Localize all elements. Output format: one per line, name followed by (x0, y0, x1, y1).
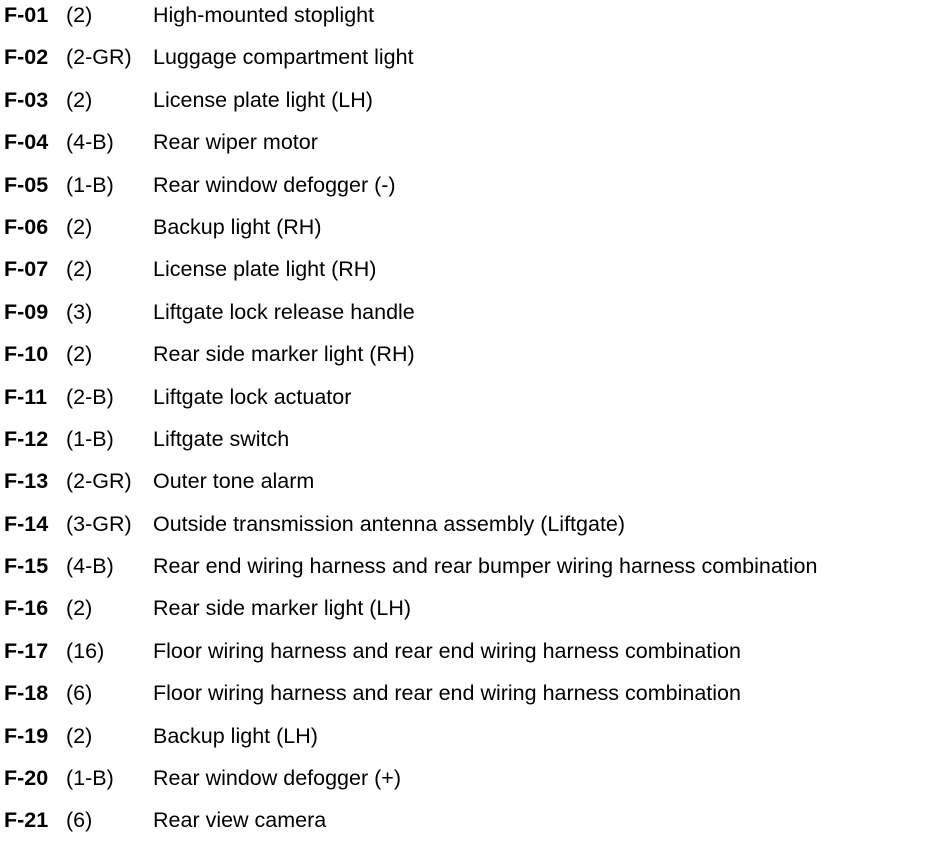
connector-pin-count: (2) (66, 3, 93, 27)
connector-description: Outside transmission antenna assembly (Liftgate) (153, 511, 626, 536)
connector-code: F-06 (4, 214, 49, 239)
connector-pin-count: (2-GR) (66, 45, 132, 70)
connector-code: F-09 (4, 299, 49, 324)
connector-row (4, 678, 817, 720)
connector-row (4, 339, 817, 381)
connector-row (4, 466, 817, 508)
connector-row (4, 127, 817, 169)
connector-description: Luggage compartment light (153, 45, 414, 70)
connector-description: Floor wiring harness and rear end wiring harness combination (153, 638, 741, 663)
connector-description: Rear side marker light (RH) (153, 342, 415, 367)
connector-description: License plate light (LH) (153, 87, 373, 112)
connector-pin-count: (6) (66, 681, 93, 706)
connector-code: F-11 (4, 384, 48, 409)
connector-row (4, 85, 817, 127)
connector-description: Liftgate lock release handle (153, 299, 415, 324)
connector-pin-count: (2) (66, 596, 93, 621)
connector-row (4, 254, 817, 296)
connector-code: F-17 (4, 638, 49, 663)
connector-code: F-02 (4, 45, 49, 70)
connector-pin-count: (2) (66, 257, 93, 282)
connector-pin-count: (1-B) (66, 426, 114, 451)
connector-pin-count: (2) (66, 214, 93, 239)
connector-pin-count: (3) (66, 299, 93, 324)
connector-code: F-07 (4, 257, 49, 282)
connector-code: F-03 (4, 87, 49, 112)
connector-row (4, 721, 817, 763)
connector-description: Liftgate lock actuator (153, 384, 352, 409)
connector-row (4, 551, 817, 593)
connector-code: F-05 (4, 172, 49, 197)
connector-row (4, 805, 817, 847)
connector-description: Rear view camera (153, 808, 327, 833)
connector-pin-count: (16) (66, 638, 105, 663)
connector-description: Rear window defogger (+) (153, 766, 401, 791)
connector-pin-count: (6) (66, 808, 93, 833)
connector-description: Backup light (LH) (153, 723, 318, 748)
connector-code: F-14 (4, 511, 49, 536)
connector-description: Floor wiring harness and rear end wiring harness combination (153, 681, 741, 706)
connector-code: F-10 (4, 342, 49, 367)
connector-description: Backup light (RH) (153, 214, 322, 239)
connector-row (4, 0, 817, 42)
connector-code: F-18 (4, 681, 49, 706)
connector-code: F-20 (4, 766, 49, 791)
connector-row (4, 509, 817, 551)
connector-code: F-13 (4, 469, 49, 494)
connector-pin-count: (2) (66, 342, 93, 367)
connector-description: High-mounted stoplight (153, 3, 375, 27)
connector-code: F-16 (4, 596, 49, 621)
connector-row (4, 382, 817, 424)
connector-row (4, 593, 817, 635)
connector-pin-count: (1-B) (66, 766, 114, 791)
connector-description: Rear end wiring harness and rear bumper wiring harness combination (153, 554, 818, 579)
connector-row (4, 170, 817, 212)
connector-code: F-19 (4, 723, 49, 748)
connector-description: License plate light (RH) (153, 257, 377, 282)
connector-pin-count: (4-B) (66, 130, 114, 155)
connector-code: F-15 (4, 554, 49, 579)
connector-pin-count: (3-GR) (66, 511, 132, 536)
connector-pin-count: (2) (66, 723, 93, 748)
connector-code: F-12 (4, 426, 49, 451)
connector-description: Outer tone alarm (153, 469, 315, 494)
connector-description: Rear wiper motor (153, 130, 318, 155)
connector-row (4, 636, 817, 678)
connector-description: Liftgate switch (153, 426, 290, 451)
connector-pin-count: (2) (66, 87, 93, 112)
connector-row (4, 763, 817, 805)
connector-code: F-21 (4, 808, 49, 833)
connector-code: F-01 (4, 3, 49, 27)
connector-legend (4, 0, 817, 848)
connector-pin-count: (2-GR) (66, 469, 132, 494)
connector-row (4, 42, 817, 84)
connector-pin-count: (1-B) (66, 172, 114, 197)
connector-row (4, 424, 817, 466)
connector-description: Rear window defogger (-) (153, 172, 396, 197)
connector-code: F-04 (4, 130, 49, 155)
connector-description: Rear side marker light (LH) (153, 596, 412, 621)
connector-pin-count: (2-B) (66, 384, 114, 409)
connector-row (4, 297, 817, 339)
connector-row (4, 212, 817, 254)
connector-pin-count: (4-B) (66, 554, 114, 579)
